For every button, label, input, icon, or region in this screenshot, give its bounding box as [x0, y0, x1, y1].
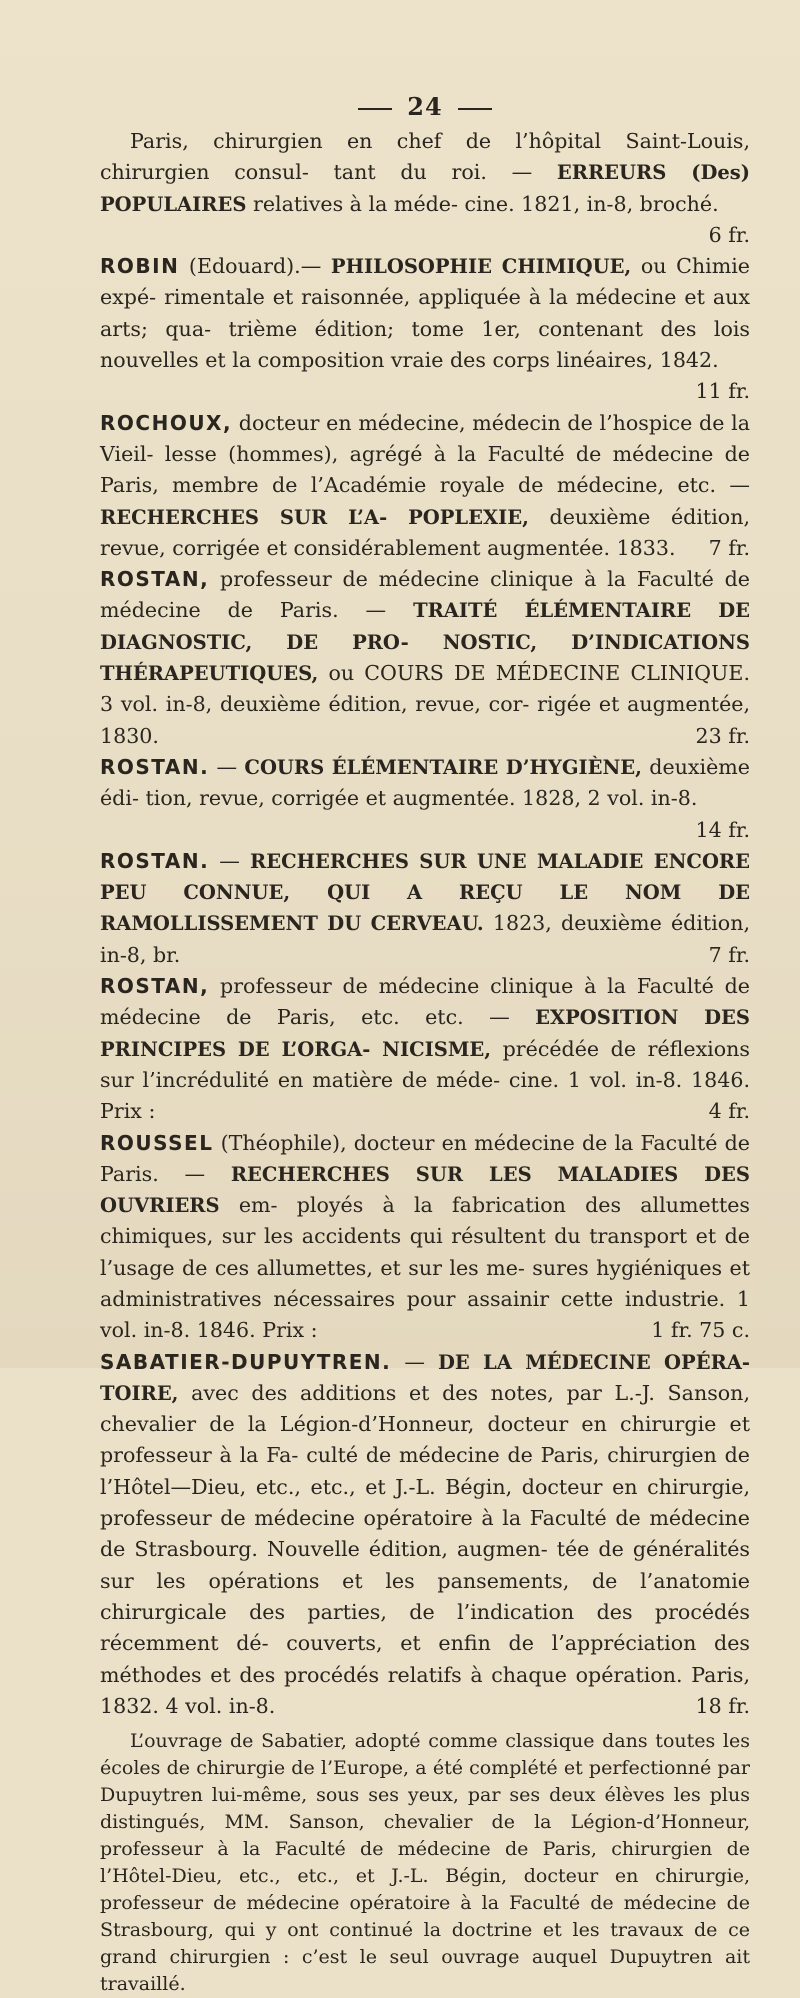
entry-price: 23 fr. [695, 723, 750, 748]
entry-author: ROSTAN, [100, 567, 210, 592]
entry-lead: — [209, 754, 245, 779]
entry-price: 14 fr. [695, 817, 750, 842]
catalog-entry-1 [100, 126, 750, 251]
entry-lead: (Edouard).— [179, 254, 331, 279]
entry-description: relatives à la méde- cine. 1821, in-8, broché. [246, 191, 719, 216]
entry-title: COURS ÉLÉMENTAIRE D’HYGIÈNE, [244, 755, 642, 779]
entry-price: 4 fr. [708, 1099, 750, 1124]
catalog-entry-4 [100, 564, 750, 752]
entry-description: deuxième édi- tion, revue, corrigée et augmentée. 1828, 2 vol. in-8. [100, 754, 750, 811]
entry-title: RECHERCHES SUR LES MALADIES DES OUVRIERS [100, 1162, 750, 1218]
entry-description: ou COURS DE MÉDECINE CLINIQUE. 3 vol. in-8, deuxième édition, revue, cor- rigée et augmentée, 1830. [100, 661, 750, 748]
catalog-entry-2 [100, 251, 750, 407]
entry-author: ROSTAN, [100, 974, 210, 999]
entry-lead: professeur de médecine clinique à la Faculté de médecine de Paris. — [100, 567, 750, 623]
entry-title: TRAITÉ ÉLÉMENTAIRE DE DIAGNOSTIC, DE PRO- NOSTIC, D’INDICATIONS THÉRAPEUTIQUES, [100, 599, 750, 686]
catalog-entry-7 [100, 971, 750, 1127]
folio-dash-right [458, 108, 492, 110]
entry-title: RECHERCHES SUR UNE MALADIE ENCORE PEU CONNUE, QUI A REÇU LE NOM DE RAMOLLISSEMENT DU CERVEAU. [100, 849, 751, 936]
publisher-note: L’ouvrage de Sabatier, adopté comme classique dans toutes les écoles de chirurgie de l’Europe, a été complété et perfectionné par Dupuytren lui-même, sous ses yeux, par ses deux élèves les plus distingués, MM. Sanson, chevalier de la Légion-d’Honneur, professeur à la Faculté de médecine de Paris, chirurgien de l’Hôtel-Dieu, etc., etc., et J.-L. Bégin, docteur en chirurgie, professeur de médecine opératoire à la Faculté de médecine de Strasbourg, qui y ont continué la doctrine et les travaux de ce grand chirurgien : c’est le seul ouvrage auquel Dupuytren ait travaillé. [100, 1730, 750, 1996]
entry-author: ROBIN [100, 254, 180, 279]
catalog-entry-5 [100, 752, 750, 846]
catalog-entry-9 [100, 1347, 750, 1723]
entry-price: 7 fr. [708, 942, 750, 967]
entry-title: EXPOSITION DES PRINCIPES DE L’ORGA- NICISME, [100, 1006, 750, 1061]
entry-lead: Paris, chirurgien en chef de l’hôpital Saint-Louis, chirurgien consul- tant du roi. — [100, 129, 750, 185]
entry-description: ou Chimie expé- rimentale et raisonnée, appliquée à la médecine et aux arts; qua- trième édition; tome 1er, contenant des lois nouvelles et la composition vraie des corps linéaires, 1842. [100, 254, 750, 373]
page-number-text: 24 [407, 92, 443, 121]
folio-dash-left [358, 108, 392, 110]
entry-price: 6 fr. [708, 222, 750, 247]
page-number [100, 0, 750, 122]
entry-lead: — [209, 848, 250, 873]
entry-price: 1 fr. 75 c. [651, 1318, 750, 1343]
entry-title: ERREURS (Des) POPULAIRES [100, 161, 751, 216]
entry-lead: docteur en médecine, médecin de l’hospice de la Vieil- lesse (hommes), agrégé à la Faculté de médecine de Paris, membre de l’Académie royale de médecine, etc. — [100, 410, 750, 498]
entry-price: 11 fr. [695, 379, 750, 404]
entry-title: RECHERCHES SUR L’A- POPLEXIE, [100, 505, 529, 529]
entry-description: précédée de réflexions sur l’incrédulité en matière de méde- cine. 1 vol. in-8. 1846. Prix : [100, 1036, 750, 1124]
entry-price: 18 fr. [695, 1693, 750, 1718]
catalog-entry-3 [100, 408, 750, 564]
catalog-entry-6 [100, 846, 750, 971]
entry-title: DE LA MÉDECINE OPÉRA- TOIRE, [100, 1350, 750, 1405]
entry-author: ROUSSEL [100, 1130, 214, 1155]
entry-description: deuxième édition, revue, corrigée et considérablement augmentée. 1833. [100, 504, 750, 560]
entry-description: 1823, deuxième édition, in-8, br. [100, 911, 750, 967]
entry-title: PHILOSOPHIE CHIMIQUE, [330, 255, 632, 279]
entry-author: ROSTAN. [100, 754, 210, 779]
entry-description: em- ployés à la fabrication des allumettes chimiques, sur les accidents qui résultent du transport et de l’usage de ces allumettes, et sur les me- sures hygiéniques et administratives nécessaires pour assainir cette industrie. 1 vol. in-8. 1846. Prix : [100, 1193, 750, 1343]
entry-author: ROCHOUX, [100, 410, 233, 435]
entry-lead: professeur de médecine clinique à la Faculté de médecine de Paris, etc. etc. — [100, 974, 750, 1030]
entry-lead: — [391, 1349, 438, 1374]
entry-author: ROSTAN. [100, 848, 210, 873]
entry-description: avec des additions et des notes, par L.-J. Sanson, chevalier de la Légion-d’Honneur, docteur en chirurgie et professeur à la Fa- culté de médecine de Paris, chirurgien de l’Hôtel—Dieu, etc., etc., et J.-L. Bégin, docteur en chirurgie, professeur de médecine opératoire à la Faculté de médecine de Strasbourg. Nouvelle édition, augmen- tée de généralités sur les opérations et les pansements, de l’anatomie chirurgicale des parties, de l’indication des procédés récemment dé- couverts, et enfin de l’appréciation des méthodes et des procédés relatifs à chaque opération. Paris, 1832. 4 vol. in-8. [100, 1380, 750, 1718]
entry-price: 7 fr. [708, 535, 750, 560]
entry-lead: (Théophile), docteur en médecine de la Faculté de Paris. — [100, 1130, 750, 1186]
entry-author: SABATIER-DUPUYTREN. [100, 1349, 392, 1374]
catalog-entry-8 [100, 1128, 750, 1347]
